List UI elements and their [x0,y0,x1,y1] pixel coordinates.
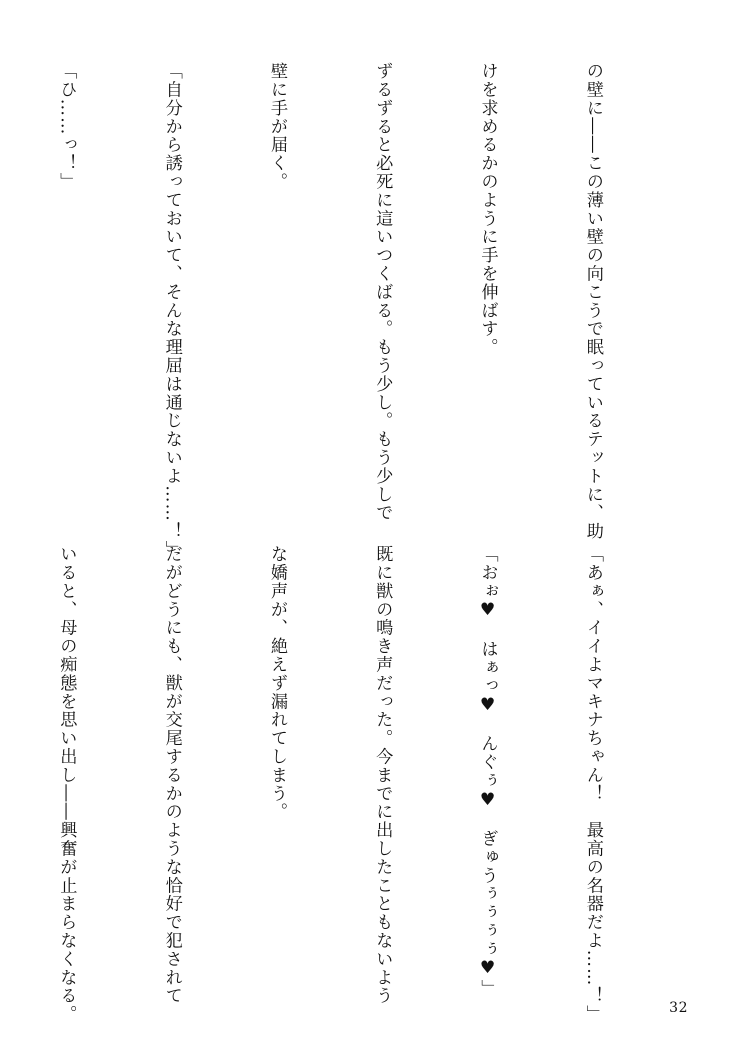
text-line: 「おぉ♥ はぁっ♥ んぐぅ♥ ぎゅうぅぅぅぅ♥」 [477,545,498,998]
text-line: だがどうにも、獣が交尾するかのような恰好で犯されて [161,545,182,1005]
text-line: ずるずると必死に這いつくばる。もう少し。もう少しで [372,62,393,522]
upper-text-block [56,62,680,559]
text-line: 「ひ……っ！」 [56,62,77,191]
text-line: けを求めるかのように手を伸ばす。 [477,62,498,357]
text-line: いると、母の痴態を思い出し――興奮が止まらなくなる。 [56,545,77,1024]
text-line: 「あぁ、イイよマキナちゃん！ 最高の名器だよ……！」 [582,545,603,1024]
text-line: の壁に――この薄い壁の向こうで眠っているテットに、助 [582,62,603,541]
text-line: 「自分から誘っておいて、そんな理屈は通じないよ……！」 [161,62,182,559]
text-line: 壁に手が届く。 [266,62,287,191]
page-number: 32 [669,1000,688,1016]
text-line: 既に獣の鳴き声だった。今までに出したこともないよう [372,545,393,1005]
text-line: な嬌声が、絶えず漏れてしまう。 [266,545,287,821]
